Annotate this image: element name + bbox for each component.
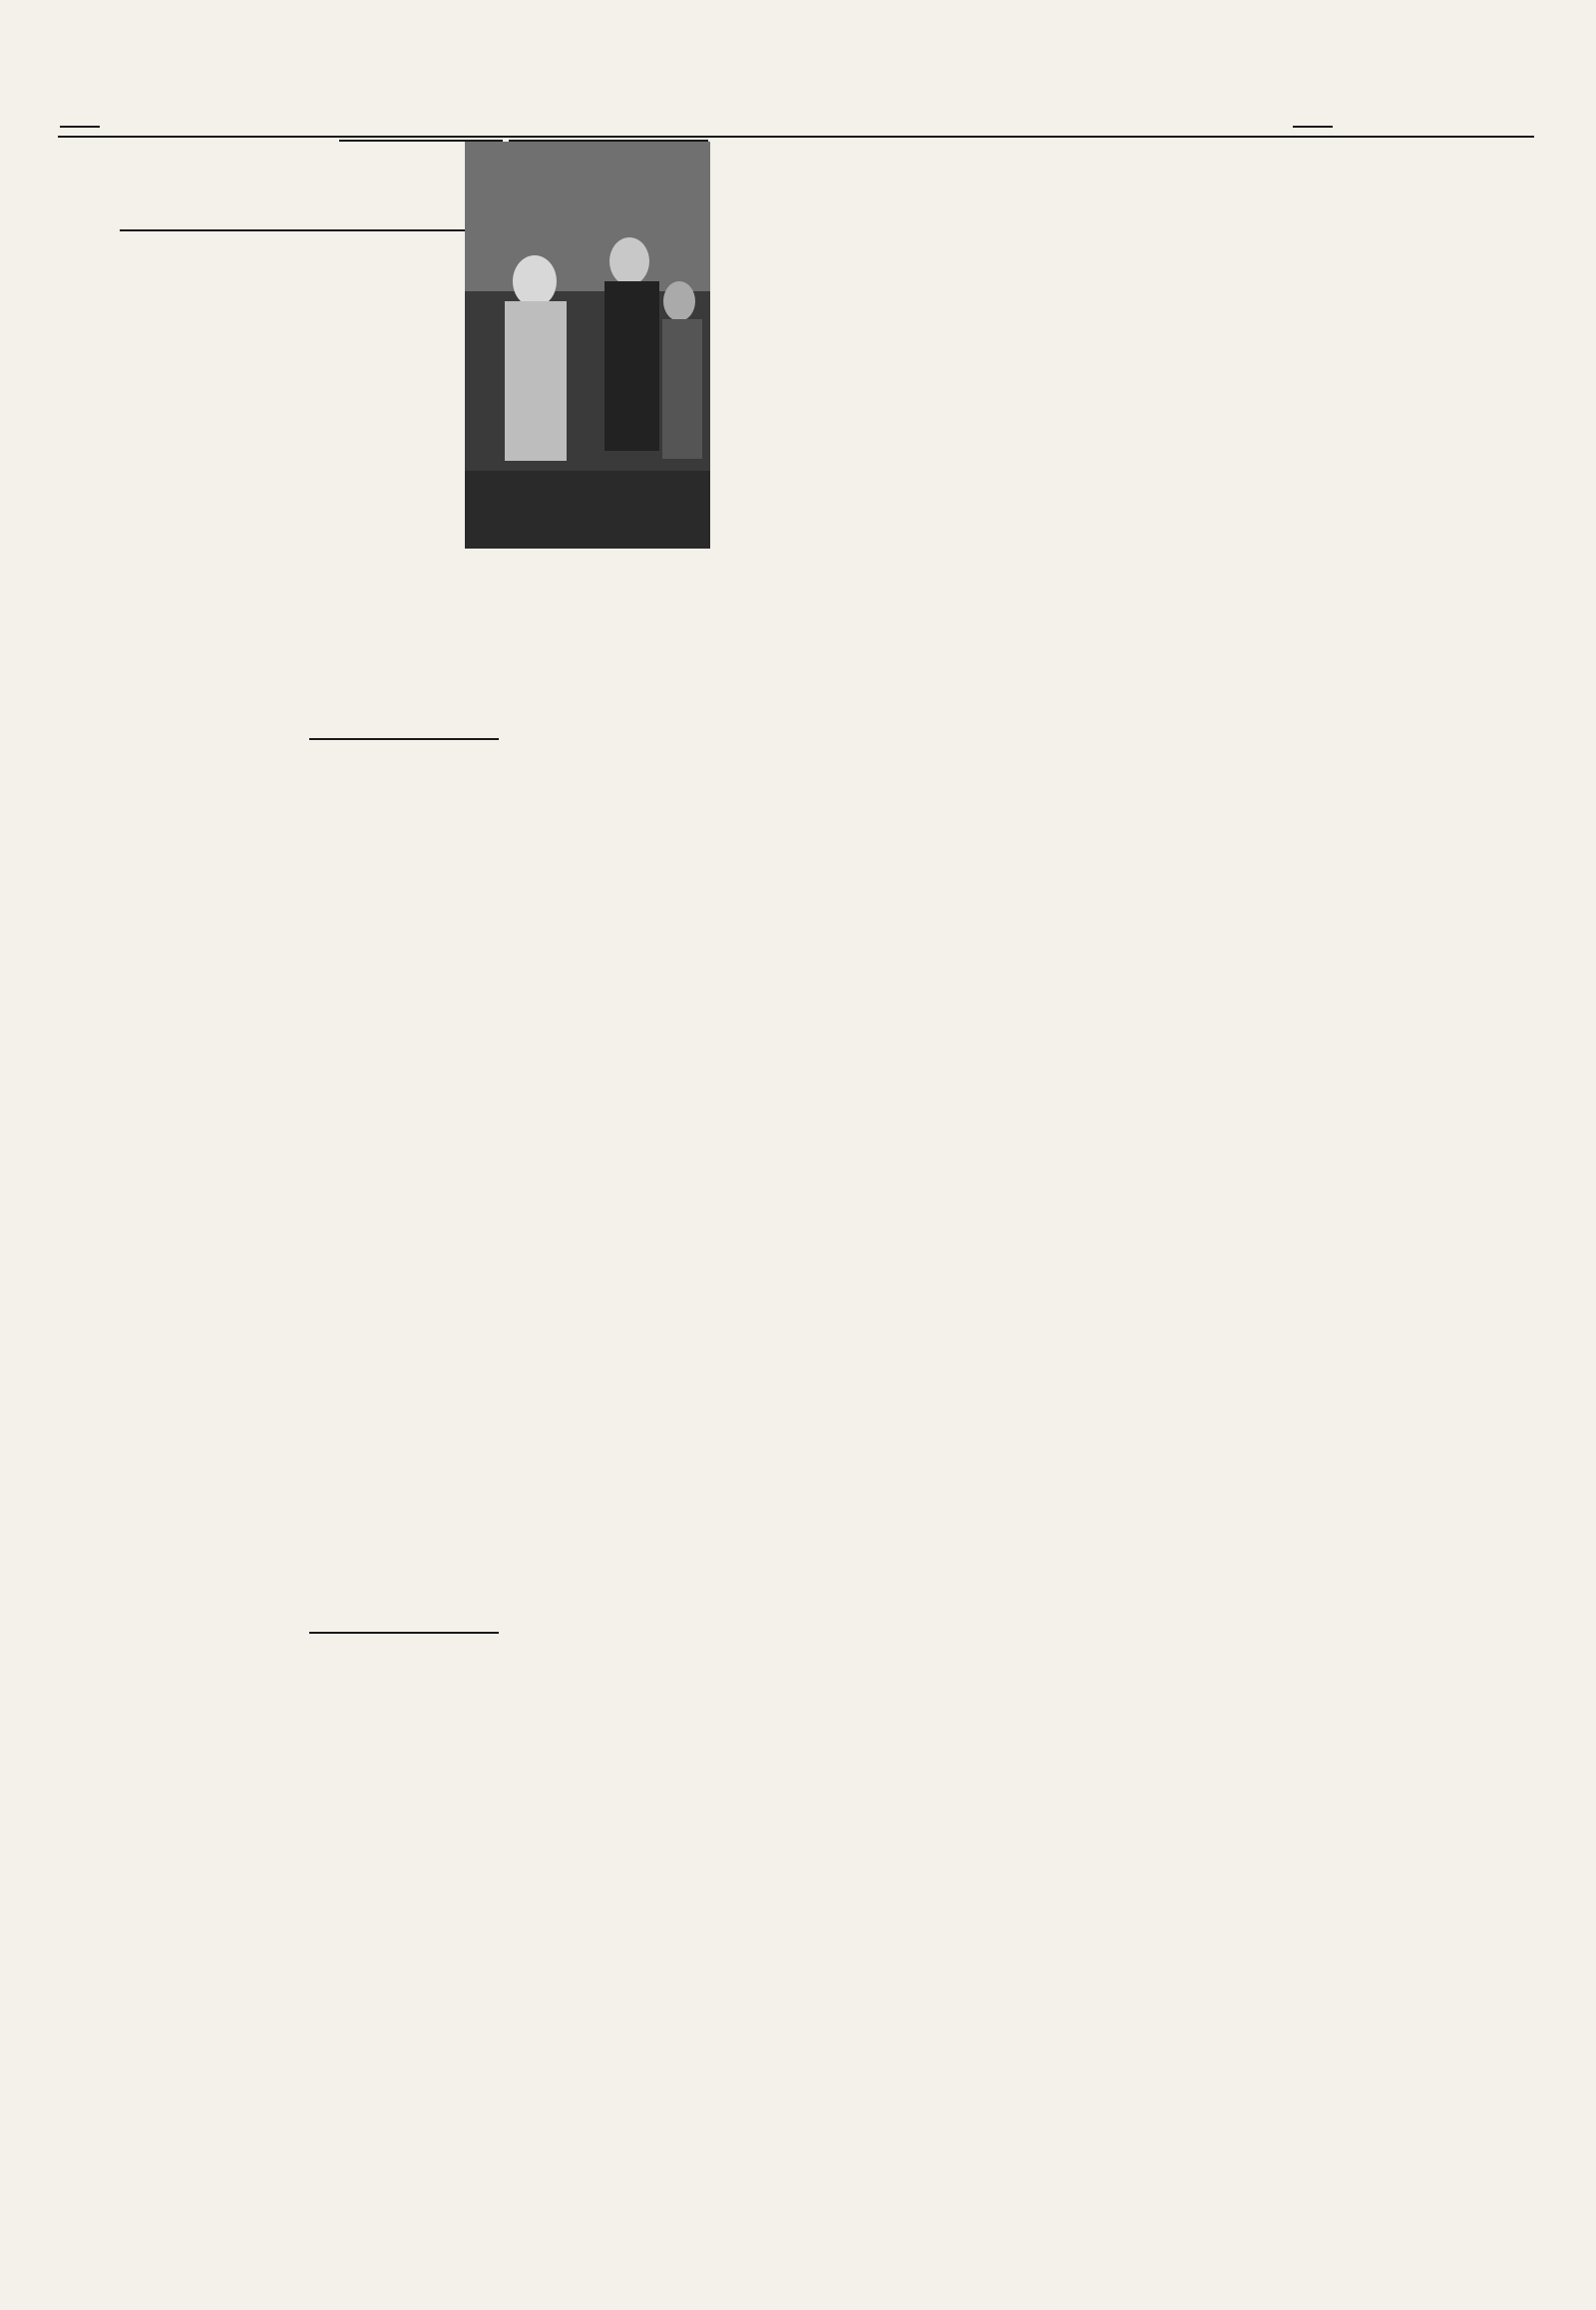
left-article-title-box <box>120 158 499 213</box>
left-article-col1 <box>120 235 301 1588</box>
header-rule-right <box>1293 126 1333 128</box>
left-byline-rule <box>120 229 499 231</box>
lady-body-2 <box>604 281 659 451</box>
header-date <box>1287 118 1333 133</box>
queen-figure <box>513 255 557 307</box>
lady-body-3 <box>662 319 702 459</box>
antoniatos-ad <box>309 1636 499 1638</box>
queen-photo-light <box>465 142 710 291</box>
makronisos-body <box>309 798 499 1626</box>
header-rule <box>58 136 1534 138</box>
header-rule-left <box>60 126 100 128</box>
antoniatos-rule <box>309 1632 499 1634</box>
makronisos-rule <box>309 738 499 740</box>
lady-figure-3 <box>663 281 695 321</box>
page-number <box>60 118 106 133</box>
queen-visit-photo-svg <box>465 142 710 549</box>
queen-body <box>505 301 567 461</box>
queen-photo-floor <box>465 471 710 549</box>
lady-figure-2 <box>609 237 649 285</box>
